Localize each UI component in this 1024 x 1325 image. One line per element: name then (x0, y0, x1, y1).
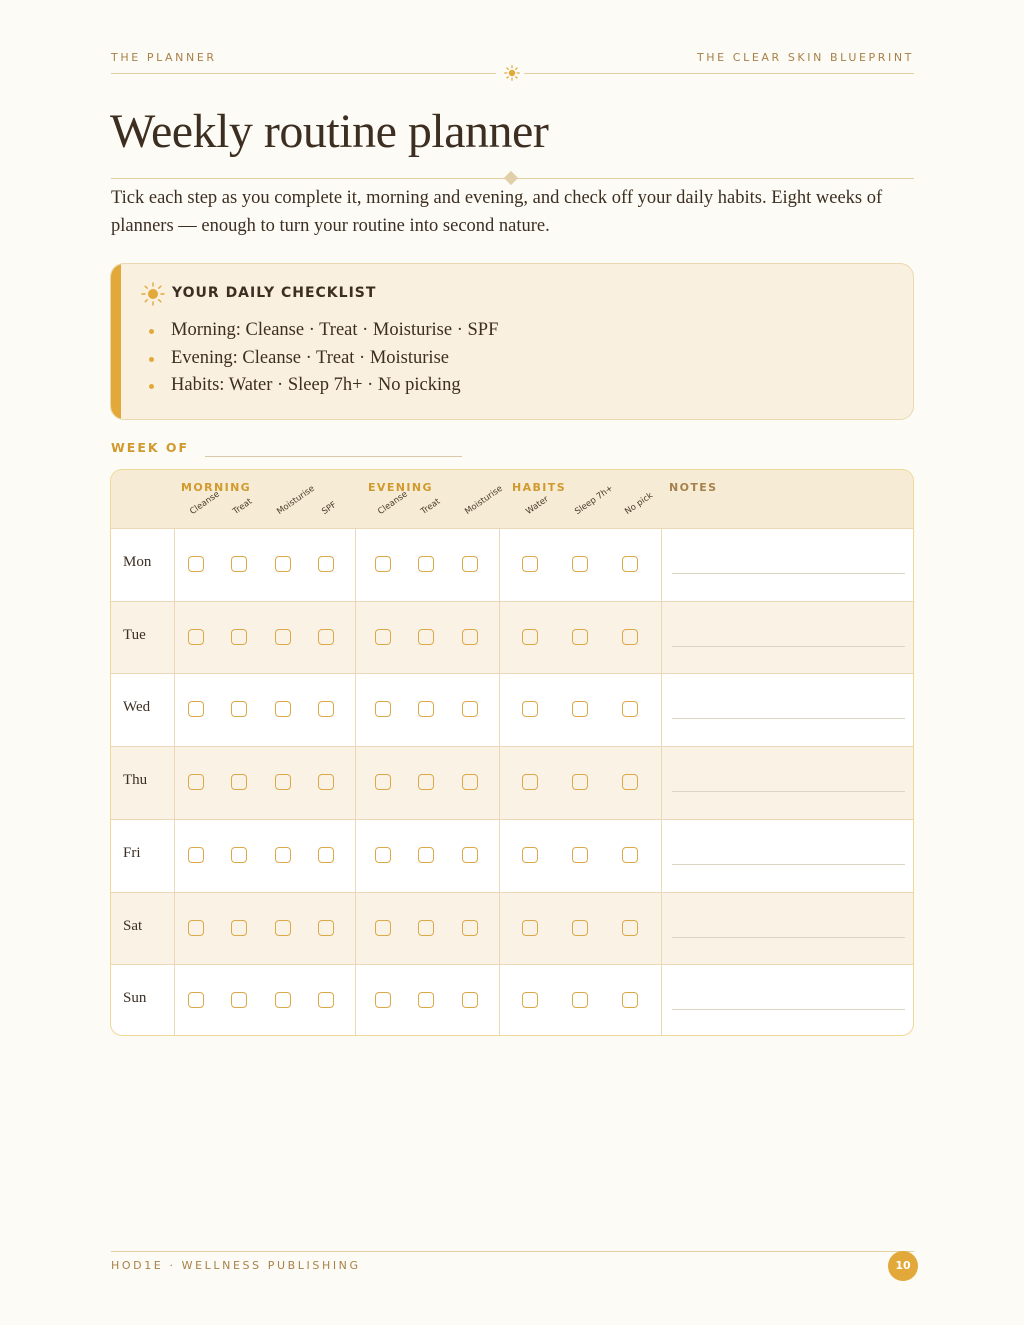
callout-accent-bar (111, 264, 121, 419)
checkbox-h_water[interactable] (522, 701, 538, 717)
header-rule-right (524, 73, 914, 74)
running-header (111, 51, 914, 81)
checkbox-e_moist[interactable] (462, 701, 478, 717)
checkbox-h_sleep[interactable] (572, 701, 588, 717)
checkbox-h_sleep[interactable] (572, 920, 588, 936)
col-morning-cleanse: Cleanse (188, 489, 222, 517)
checkbox-e_moist[interactable] (462, 992, 478, 1008)
notes-line[interactable] (672, 1009, 905, 1010)
group-notes: NOTES (669, 481, 718, 494)
checkbox-h_water[interactable] (522, 774, 538, 790)
checkbox-m_treat[interactable] (231, 629, 247, 645)
week-of-field[interactable] (205, 456, 462, 457)
checkbox-h_water[interactable] (522, 847, 538, 863)
table-row (111, 892, 913, 965)
checkbox-m_treat[interactable] (231, 556, 247, 572)
row-divider (111, 892, 913, 893)
table-row (111, 746, 913, 819)
checklist-item-morning: Morning: Cleanse · Treat · Moisturise · SPF (171, 320, 499, 340)
header-rule-left (111, 73, 496, 74)
group-morning: MORNING (181, 481, 252, 494)
checkbox-m_spf[interactable] (318, 992, 334, 1008)
group-habits: HABITS (512, 481, 567, 494)
checkbox-h_pick[interactable] (622, 629, 638, 645)
list-item (147, 372, 498, 400)
column-divider (661, 528, 662, 1035)
row-divider (111, 601, 913, 602)
checkbox-m_cleanse[interactable] (188, 920, 204, 936)
notes-line[interactable] (672, 864, 905, 865)
checkbox-h_water[interactable] (522, 992, 538, 1008)
checkbox-e_cleanse[interactable] (375, 629, 391, 645)
day-label: Sun (123, 990, 147, 1007)
day-label: Thu (123, 772, 148, 789)
column-divider (499, 528, 500, 1035)
col-evening-treat: Treat (419, 496, 443, 517)
row-divider (111, 964, 913, 965)
week-of-label: WEEK OF (111, 440, 190, 455)
checkbox-e_cleanse[interactable] (375, 920, 391, 936)
checkbox-m_spf[interactable] (318, 920, 334, 936)
column-divider (355, 528, 356, 1035)
checkbox-m_spf[interactable] (318, 701, 334, 717)
checkbox-h_sleep[interactable] (572, 774, 588, 790)
bullet-dot (149, 384, 154, 389)
checkbox-m_cleanse[interactable] (188, 847, 204, 863)
checkbox-e_treat[interactable] (418, 701, 434, 717)
checkbox-e_moist[interactable] (462, 556, 478, 572)
col-habit-water: Water (524, 494, 551, 517)
checkbox-m_moist[interactable] (275, 556, 291, 572)
checkbox-m_moist[interactable] (275, 920, 291, 936)
group-evening: EVENING (368, 481, 433, 494)
table-row (111, 601, 913, 674)
checkbox-e_cleanse[interactable] (375, 992, 391, 1008)
checkbox-m_cleanse[interactable] (188, 992, 204, 1008)
table-row (111, 673, 913, 746)
checkbox-e_cleanse[interactable] (375, 556, 391, 572)
checkbox-h_sleep[interactable] (572, 629, 588, 645)
checkbox-e_cleanse[interactable] (375, 774, 391, 790)
table-header (111, 470, 913, 528)
checkbox-h_sleep[interactable] (572, 556, 588, 572)
checkbox-e_cleanse[interactable] (375, 701, 391, 717)
list-item (147, 345, 498, 373)
col-habit-no-pick: No pick (623, 490, 655, 517)
page-number-badge: 10 (888, 1251, 918, 1281)
col-habit-sleep: Sleep 7h+ (573, 483, 616, 517)
weekly-planner-table (110, 469, 914, 1036)
checkbox-h_pick[interactable] (622, 920, 638, 936)
checkbox-m_moist[interactable] (275, 992, 291, 1008)
checkbox-e_treat[interactable] (418, 774, 434, 790)
intro-paragraph: Tick each step as you complete it, morning and evening, and check off your daily habits. Eight weeks of planners — enough to turn your routine into second nature. (111, 188, 883, 236)
row-divider (111, 819, 913, 820)
checkbox-m_moist[interactable] (275, 629, 291, 645)
col-morning-moisturise: Moisturise (275, 483, 317, 517)
checklist-list (147, 317, 498, 400)
day-label: Sat (123, 917, 143, 934)
checkbox-e_moist[interactable] (462, 774, 478, 790)
checkbox-e_cleanse[interactable] (375, 847, 391, 863)
checkbox-e_moist[interactable] (462, 847, 478, 863)
table-row (111, 964, 913, 1036)
checkbox-m_treat[interactable] (231, 701, 247, 717)
header-right: THE CLEAR SKIN BLUEPRINT (696, 51, 914, 64)
checkbox-h_water[interactable] (522, 920, 538, 936)
table-row (111, 528, 913, 601)
checkbox-m_cleanse[interactable] (188, 556, 204, 572)
page-title: Weekly routine planner (110, 105, 549, 158)
checkbox-m_moist[interactable] (275, 701, 291, 717)
notes-line[interactable] (672, 791, 905, 792)
diamond-ornament (504, 171, 518, 185)
sun-icon (141, 282, 165, 306)
notes-line[interactable] (672, 937, 905, 938)
checklist-title: YOUR DAILY CHECKLIST (172, 285, 377, 301)
bullet-dot (149, 357, 154, 362)
checkbox-m_treat[interactable] (231, 992, 247, 1008)
checkbox-e_moist[interactable] (462, 920, 478, 936)
row-divider (111, 746, 913, 747)
checkbox-e_moist[interactable] (462, 629, 478, 645)
checkbox-e_treat[interactable] (418, 920, 434, 936)
checkbox-e_treat[interactable] (418, 992, 434, 1008)
checkbox-h_pick[interactable] (622, 992, 638, 1008)
checkbox-m_moist[interactable] (275, 847, 291, 863)
bullet-dot (149, 329, 154, 334)
checkbox-m_cleanse[interactable] (188, 701, 204, 717)
checkbox-h_pick[interactable] (622, 556, 638, 572)
header-left: THE PLANNER (111, 51, 217, 64)
checkbox-h_water[interactable] (522, 629, 538, 645)
checklist-item-habits: Habits: Water · Sleep 7h+ · No picking (171, 375, 461, 395)
checkbox-m_treat[interactable] (231, 920, 247, 936)
checkbox-e_treat[interactable] (418, 556, 434, 572)
day-label: Wed (123, 699, 151, 716)
checklist-item-evening: Evening: Cleanse · Treat · Moisturise (171, 347, 449, 368)
footer-publisher: HOD1E · WELLNESS PUBLISHING (111, 1259, 361, 1272)
table-row (111, 819, 913, 892)
col-morning-treat: Treat (231, 496, 255, 517)
list-item (147, 317, 498, 345)
day-label: Mon (123, 554, 152, 570)
day-label: Fri (123, 844, 141, 861)
checkbox-m_cleanse[interactable] (188, 629, 204, 645)
col-evening-cleanse: Cleanse (376, 489, 410, 517)
notes-line[interactable] (672, 646, 905, 647)
day-label: Tue (123, 626, 146, 643)
checkbox-m_spf[interactable] (318, 629, 334, 645)
daily-checklist-callout (110, 263, 914, 420)
checkbox-e_treat[interactable] (418, 847, 434, 863)
checkbox-m_treat[interactable] (231, 774, 247, 790)
header-divider (111, 528, 913, 529)
checkbox-m_spf[interactable] (318, 847, 334, 863)
notes-line[interactable] (672, 573, 905, 574)
checkbox-h_pick[interactable] (622, 774, 638, 790)
checkbox-m_spf[interactable] (318, 556, 334, 572)
notes-line[interactable] (672, 718, 905, 719)
col-evening-moisturise: Moisturise (463, 483, 505, 517)
row-divider (111, 673, 913, 674)
checkbox-h_sleep[interactable] (572, 992, 588, 1008)
checkbox-m_cleanse[interactable] (188, 774, 204, 790)
checkbox-m_treat[interactable] (231, 847, 247, 863)
footer-rule (111, 1251, 914, 1252)
checkbox-h_water[interactable] (522, 556, 538, 572)
checkbox-h_pick[interactable] (622, 847, 638, 863)
checkbox-h_sleep[interactable] (572, 847, 588, 863)
checkbox-m_moist[interactable] (275, 774, 291, 790)
column-divider (174, 528, 175, 1035)
checkbox-h_pick[interactable] (622, 701, 638, 717)
sun-icon (504, 65, 520, 81)
checkbox-m_spf[interactable] (318, 774, 334, 790)
col-morning-spf: SPF (320, 499, 339, 517)
checkbox-e_treat[interactable] (418, 629, 434, 645)
